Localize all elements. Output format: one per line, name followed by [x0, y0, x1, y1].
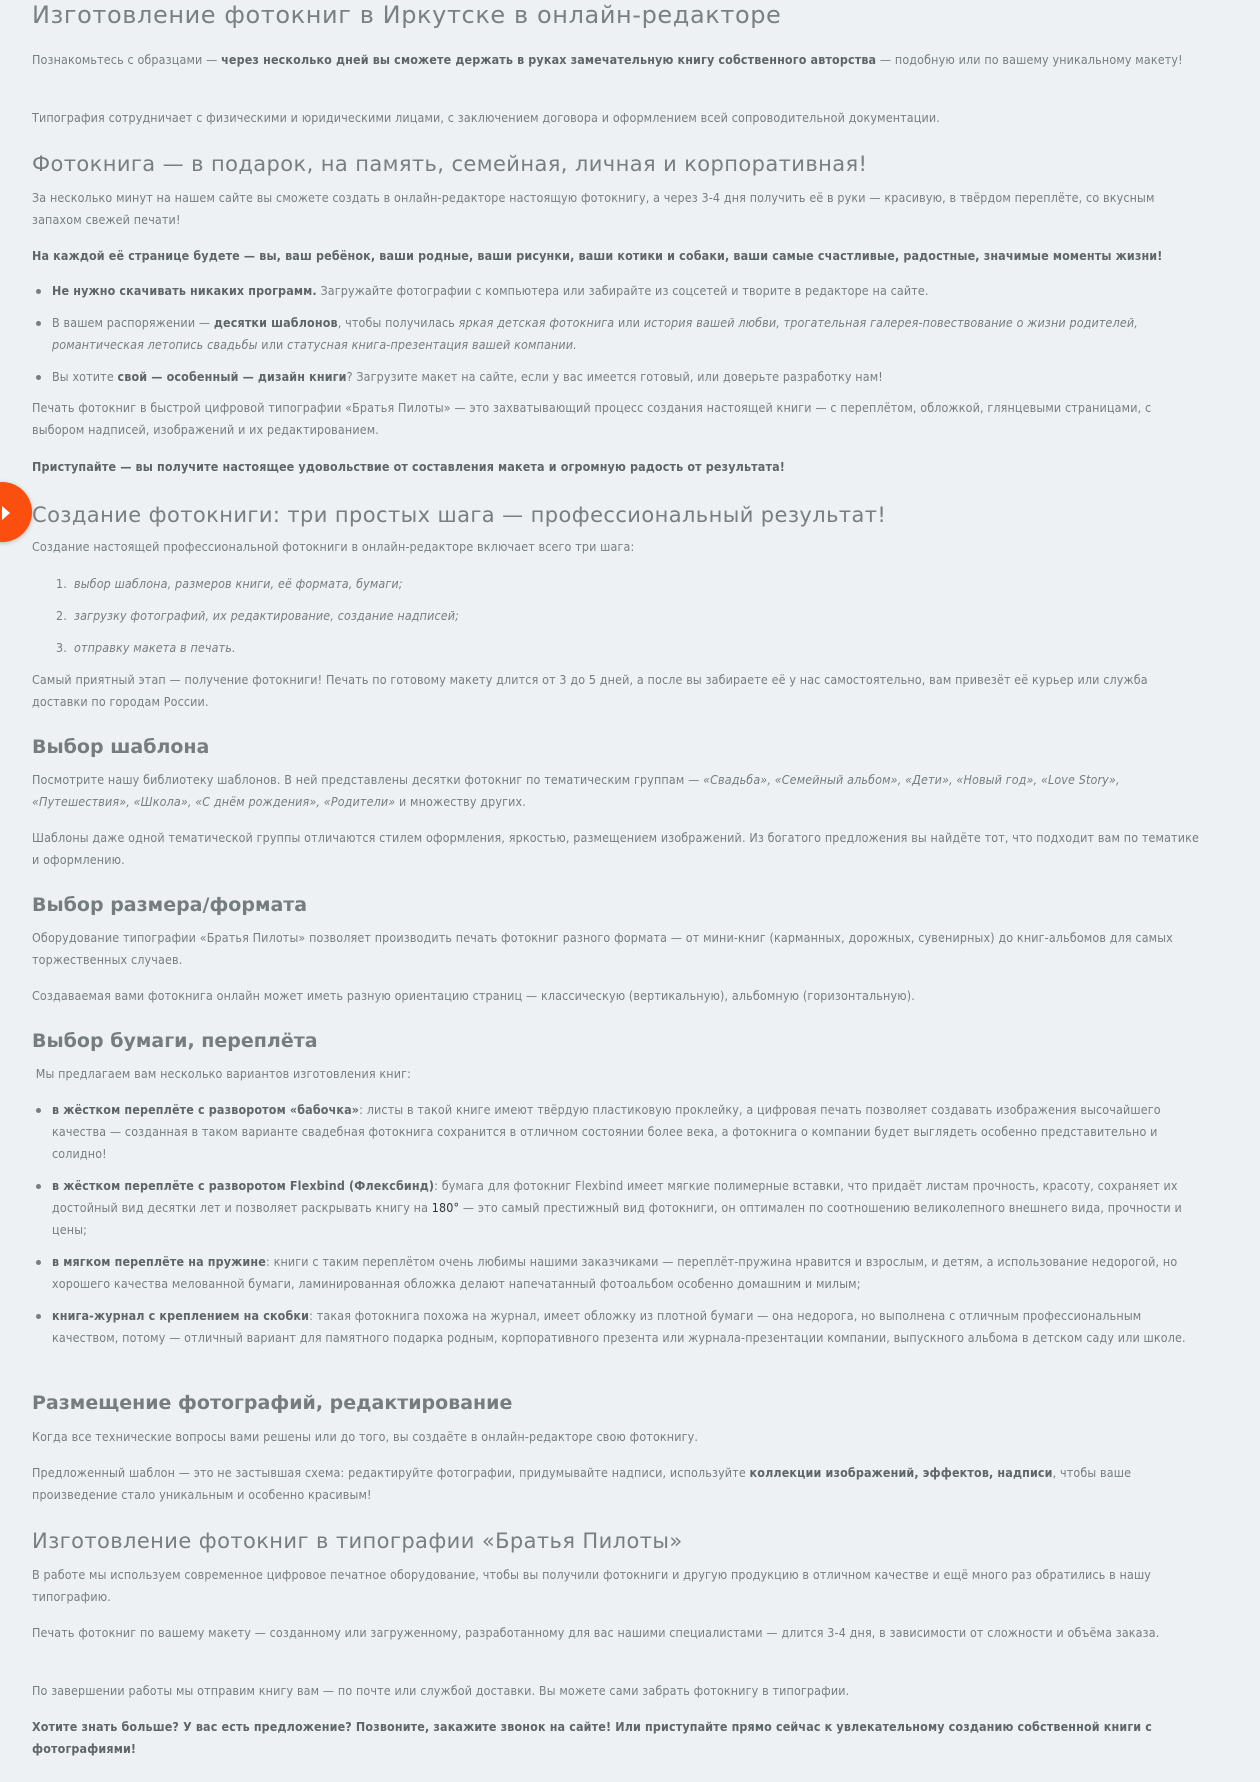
gift-paragraph-4: Приступайте — вы получите настоящее удовольствие от составления макета и огромную радость от результата!	[32, 459, 785, 474]
section-heading-size: Выбор размера/формата	[32, 894, 308, 916]
section-heading-steps: Создание фотокниги: три простых шага — профессиональный результат!	[32, 503, 887, 527]
gift-paragraph-2: На каждой её странице будете — вы, ваш ребёнок, ваши родные, ваши рисунки, ваши котики и собаки, ваши самые счастливые, радостные, значимые моменты жизни!	[32, 248, 1163, 263]
editing-paragraph-1: Когда все технические вопросы вами решены или до того, вы создаёте в онлайн-редакторе свою фотокнигу.	[32, 1429, 699, 1444]
section-heading-template: Выбор шаблона	[32, 736, 210, 758]
section-heading-paper: Выбор бумаги, переплёта	[32, 1030, 318, 1052]
list-item: в жёстком переплёте с разворотом Flexbind (Флексбинд): бумага для фотокниг Flexbind имеет мягкие полимерные вставки, что придаёт листам прочность, красоту, сохраняет их достойный вид десятки лет и позволяет раскрывать книгу на 180° — это самый престижный вид фотокниги, он оптимален по соотношению великолепного внешнего вида, прочности и цены;	[32, 1175, 1207, 1241]
gift-paragraph-3: Печать фотокниг в быстрой цифровой типографии «Братья Пилоты» — это захватывающий процесс создания настоящей книги — с переплётом, обложкой, глянцевыми страницами, с выбором надписей, изображений и их редактированием.	[32, 400, 1152, 437]
print-paragraph-2: Печать фотокниг по вашему макету — созданному или загруженному, разработанному для вас нашими специалистами — длится 3-4 дня, в зависимости от сложности и объёма заказа.	[32, 1625, 1160, 1640]
template-paragraph-1: Посмотрите нашу библиотеку шаблонов. В ней представлены десятки фотокниг по тематическим группам — «Свадьба», «Семейный альбом», «Дети», «Новый год», «Love Story», «Путешествия», «Школа», «С днём рождения», «Родители» и множеству других.	[32, 772, 1120, 809]
play-arrow-icon	[2, 506, 10, 520]
intro-paragraph-1: Познакомьтесь с образцами — через несколько дней вы сможете держать в руках замечательную книгу собственного авторства — подобную или по вашему уникальному макету!	[32, 52, 1183, 67]
section-heading-editing: Размещение фотографий, редактирование	[32, 1392, 513, 1414]
list-item: в мягком переплёте на пружине: книги с таким переплётом очень любимы нашими заказчиками — переплёт-пружина нравится и взрослым, и детям, а использование недорогой, но хорошего качества мелованной бумаги, ламинированная обложка делают напечатанный фотоальбом особенно домашним и милым;	[32, 1251, 1207, 1295]
template-paragraph-2: Шаблоны даже одной тематической группы отличаются стилем оформления, яркостью, размещением изображений. Из богатого предложения вы найдёте тот, что подходит вам по тематике и оформлению.	[32, 830, 1199, 867]
steps-list	[32, 573, 1207, 659]
list-item: книга-журнал с креплением на скобки: такая фотокнига похожа на журнал, имеет обложку из плотной бумаги — она недорога, но выполнена с отличным профессиональным качеством, потому — отличный вариант для памятного подарка родным, корпоративного презента или журнала-презентации компании, выпускного альбома в детском саду или школе.	[32, 1305, 1207, 1349]
editing-paragraph-2: Предложенный шаблон — это не застывшая схема: редактируйте фотографии, придумывайте надписи, используйте коллекции изображений, эффектов, надписи, чтобы ваше произведение стало уникальным и особенно красивым!	[32, 1465, 1132, 1502]
step-item: 1. выбор шаблона, размеров книги, её формата, бумаги;	[56, 576, 403, 591]
print-paragraph-3: По завершении работы мы отправим книгу вам — по почте или службой доставки. Вы можете сами забрать фотокнигу в типографии.	[32, 1683, 850, 1698]
section-heading-print: Изготовление фотокниг в типографии «Братья Пилоты»	[32, 1529, 683, 1553]
print-paragraph-4: Хотите знать больше? У вас есть предложение? Позвоните, закажите звонок на сайте! Или приступайте прямо сейчас к увлекательному созданию собственной книги с фотографиями!	[32, 1719, 1153, 1756]
section-heading-gift: Фотокнига — в подарок, на память, семейная, личная и корпоративная!	[32, 152, 868, 176]
list-item: Не нужно скачивать никаких программ. Загружайте фотографии с компьютера или забирайте из соцсетей и творите в редакторе на сайте.	[32, 280, 1207, 302]
steps-outro: Самый приятный этап — получение фотокниги! Печать по готовому макету длится от 3 до 5 дней, а после вы забираете её у нас самостоятельно, вам привезёт её курьер или служба доставки по городам России.	[32, 672, 1148, 709]
paper-intro: Мы предлагаем вам несколько вариантов изготовления книг:	[32, 1066, 412, 1081]
page-title: Изготовление фотокниг в Иркутске в онлайн-редакторе	[32, 1, 782, 29]
gift-paragraph-1: За несколько минут на нашем сайте вы сможете создать в онлайн-редакторе настоящую фотокнигу, а через 3-4 дня получить её в руки — красивую, в твёрдом переплёте, со вкусным запахом свежей печати!	[32, 190, 1155, 227]
floating-action-button[interactable]	[0, 482, 32, 542]
size-paragraph-2: Создаваемая вами фотокнига онлайн может иметь разную ориентацию страниц — классическую (вертикальную), альбомную (горизонтальную).	[32, 988, 915, 1003]
paper-bullet-list	[32, 1099, 1207, 1349]
gift-bullet-list	[32, 280, 1207, 388]
step-item: 2. загрузку фотографий, их редактирование, создание надписей;	[56, 608, 460, 623]
step-item: 3. отправку макета в печать.	[56, 640, 236, 655]
steps-intro: Создание настоящей профессиональной фотокниги в онлайн-редакторе включает всего три шага:	[32, 539, 635, 554]
list-item: в жёстком переплёте с разворотом «бабочка»: листы в такой книге имеют твёрдую пластиковую проклейку, а цифровая печать позволяет создавать изображения высочайшего качества — созданная в таком варианте свадебная фотокнига сохранится в отличном состоянии более века, а фотокнига о компании будет выглядеть особенно представительно и солидно!	[32, 1099, 1207, 1165]
print-paragraph-1: В работе мы используем современное цифровое печатное оборудование, чтобы вы получили фотокниги и другую продукцию в отличном качестве и ещё много раз обратились в нашу типографию.	[32, 1567, 1152, 1604]
list-item: В вашем распоряжении — десятки шаблонов, чтобы получилась яркая детская фотокнига или история вашей любви, трогательная галерея-повествование о жизни родителей, романтическая летопись свадьбы или статусная книга-презентация вашей компании.	[32, 312, 1207, 356]
size-paragraph-1: Оборудование типографии «Братья Пилоты» позволяет производить печать фотокниг разного формата — от мини-книг (карманных, дорожных, сувенирных) до книг-альбомов для самых торжественных случаев.	[32, 930, 1173, 967]
intro-paragraph-2: Типография сотрудничает с физическими и юридическими лицами, с заключением договора и оформлением всей сопроводительной документации.	[32, 110, 940, 125]
list-item: Вы хотите свой — особенный — дизайн книги? Загрузите макет на сайте, если у вас имеется готовый, или доверьте разработку нам!	[32, 366, 1207, 388]
